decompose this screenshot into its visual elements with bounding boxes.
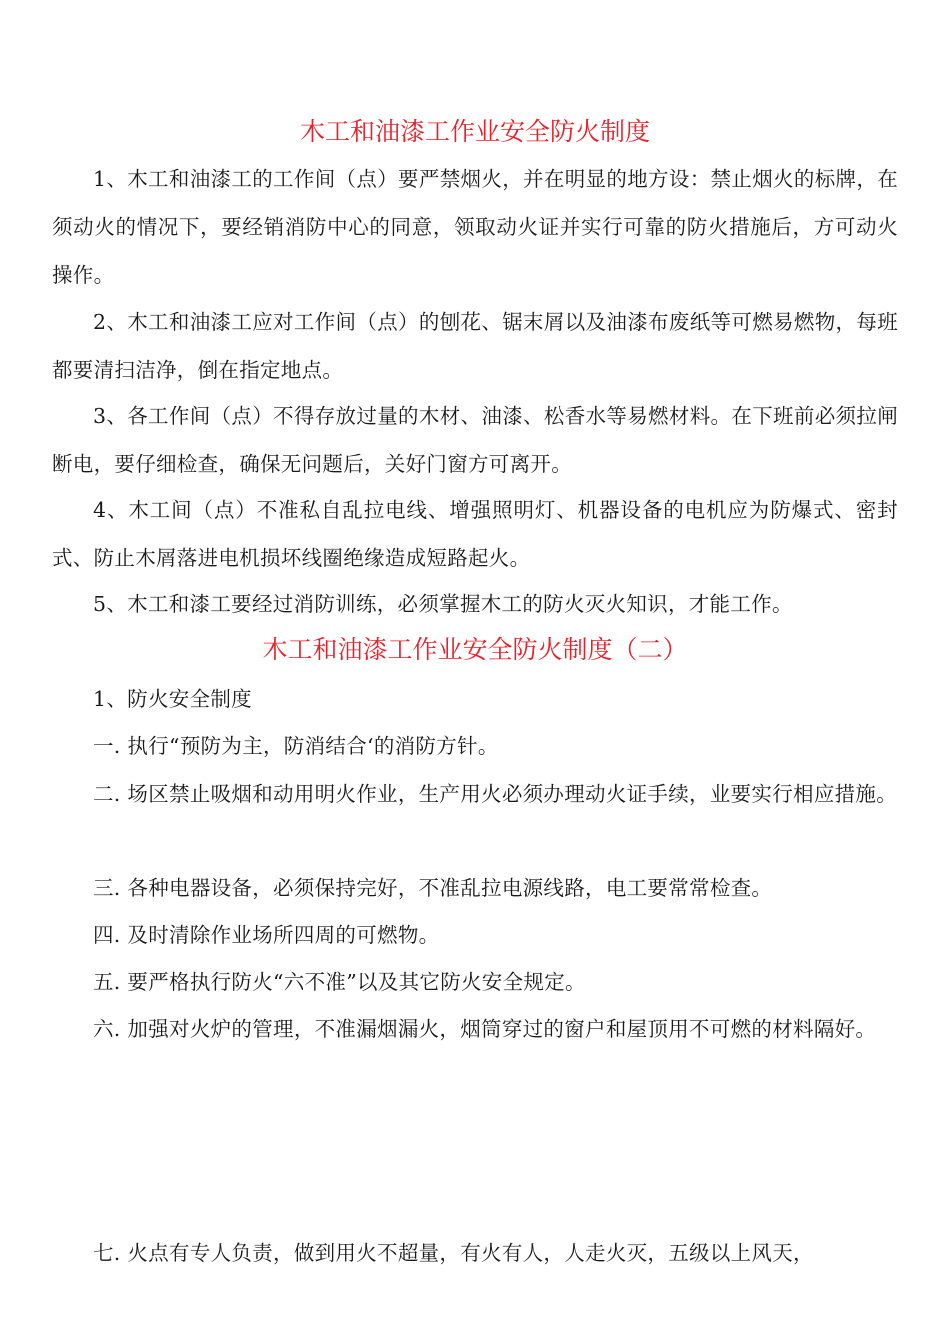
document-title: 木工和油漆工作业安全防火制度 [299, 117, 650, 146]
section2-paragraph-5: 四. 及时清除作业场所四周的可燃物。 [93, 923, 440, 947]
rule-paragraph-1: 1、木工和油漆工的工作间（点）要严禁烟火，并在明显的地方设：禁止烟火的标牌，在须动火的情况下，要经销消防中心的同意，领取动火证并实行可靠的防火措施后，方可动火操作。 [52, 167, 898, 287]
section2-paragraph-6: 五. 要严格执行防火“六不准”以及其它防火安全规定。 [93, 970, 586, 994]
section2-paragraph-8: 七. 火点有专人负责，做到用火不超量，有火有人，人走火灭，五级以上风天， [93, 1241, 814, 1265]
section2-paragraph-2: 一. 执行“预防为主，防消结合‘的消防方针。 [93, 734, 499, 758]
section2-paragraph-7: 六. 加强对火炉的管理，不准漏烟漏火，烟筒穿过的窗户和屋顶用不可燃的材料隔好。 [93, 1017, 877, 1041]
rule-paragraph-3: 3、各工作间（点）不得存放过量的木材、油漆、松香水等易燃材料。在下班前必须拉闸断电，要仔细检查，确保无问题后，关好门窗方可离开。 [52, 404, 898, 476]
rule-paragraph-4: 4、木工间（点）不准私自乱拉电线、增强照明灯、机器设备的电机应为防爆式、密封式、防止木屑落进电机损坏线圈绝缘造成短路起火。 [52, 498, 898, 570]
section-title-2: 木工和油漆工作业安全防火制度（二） [262, 635, 688, 664]
section2-paragraph-3: 二. 场区禁止吸烟和动用明火作业，生产用火必须办理动火证手续，业要实行相应措施。 [93, 782, 898, 806]
section2-paragraph-1: 1、防火安全制度 [93, 687, 252, 711]
section2-paragraph-4: 三. 各种电器设备，必须保持完好，不准乱拉电源线路，电工要常常检查。 [93, 876, 773, 900]
rule-paragraph-2: 2、木工和油漆工应对工作间（点）的刨花、锯末屑以及油漆布废纸等可燃易燃物，每班都要清扫洁净，倒在指定地点。 [52, 310, 898, 382]
rule-paragraph-5: 5、木工和漆工要经过消防训练，必须掌握木工的防火灭火知识，才能工作。 [93, 592, 793, 616]
